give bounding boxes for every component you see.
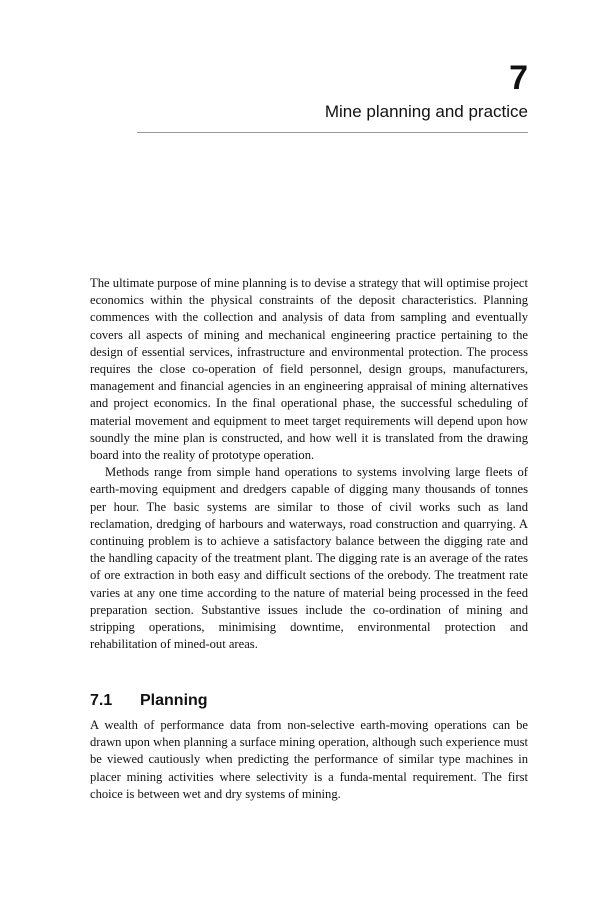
section-title: Planning [140, 692, 208, 709]
intro-text [90, 275, 528, 653]
section-paragraph-1: A wealth of performance data from non-selective earth-moving operations can be drawn upon when planning a surface mining operation, although such experience must be viewed cautiously when predicting the performance of similar type machines in placer mining activities where selectivity is a funda-mental requirement. The first choice is between wet and dry systems of mining. [90, 718, 528, 801]
section-number: 7.1 [90, 692, 113, 709]
intro-paragraph-1: The ultimate purpose of mine planning is to devise a strategy that will optimise project economics within the physical constraints of the deposit characteristics. Planning commences with the collection and analysis of data from sampling and eventually covers all aspects of mining and mechanical engineering practice pertaining to the design of essential services, infrastructure and environmental protection. The process requires the close co-operation of field personnel, design groups, manufacturers, management and financial agencies in an engineering appraisal of mining alternatives and project economics. In the final operational phase, the successful scheduling of material movement and equipment to meet target requirements will depend upon how soundly the mine plan is constructed, and how well it is translated from the drawing board into the reality of prototype operation. [90, 276, 528, 463]
chapter-number: 7 [509, 59, 528, 97]
section-heading [90, 690, 528, 712]
section-text [90, 717, 528, 803]
intro-paragraph-2: Methods range from simple hand operations to systems involving large fleets of earth-moving equipment and dredgers capable of digging many thousands of tonnes per hour. The basic systems are similar to those of civil works such as land reclamation, dredging of harbours and waterways, road construction and quarrying. A continuing problem is to achieve a satisfactory balance between the digging rate and the handling capacity of the treatment plant. The digging rate is an average of the rates of ore extraction in both easy and difficult sections of the orebody. The treatment rate varies at any one time according to the nature of material being processed in the feed preparation section. Substantive issues include the co-ordination of mining and stripping operations, minimising downtime, environmental protection and rehabilitation of mined-out areas. [90, 465, 528, 652]
title-divider [137, 132, 528, 133]
chapter-title: Mine planning and practice [324, 102, 528, 121]
